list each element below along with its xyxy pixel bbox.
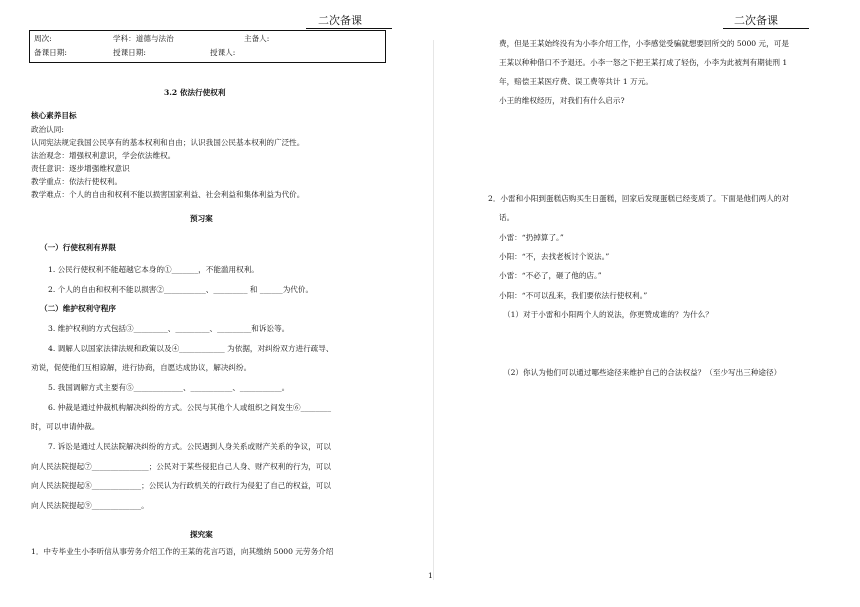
preview-heading: 预习案	[190, 214, 213, 223]
preparer-label: 主备人:	[244, 34, 270, 43]
case-2-line1: 2．小雷和小阳到蛋糕店购买生日蛋糕，回家后发现蛋糕已经变质了。下面是他们两人的对	[488, 194, 789, 203]
question-2: 2. 个人的自由和权利不能以损害②___________、_________ 和 ______为代价。	[48, 285, 314, 294]
header-left-label: 二次备课	[318, 14, 362, 27]
header-left-underline	[306, 28, 392, 29]
page-number: 1	[428, 571, 433, 580]
header-right-underline	[723, 28, 809, 29]
subject-label: 学科：道德与法治	[113, 34, 174, 43]
dialogue-line: 小雷：“不必了，砸了他的店。”	[499, 271, 602, 280]
question-7-line3: 向人民法院提起⑧_____________；公民认为行政机关的行政行为侵犯了自己的权益，可以	[31, 481, 331, 490]
dialogue-line: 小阳：“不，去找老板讨个说法。”	[499, 252, 610, 261]
explore-heading: 探究案	[190, 530, 213, 539]
core-line: 政治认同:	[31, 125, 64, 134]
case-1-line2: 费，但是王某始终没有为小李介绍工作，小李感觉受骗就想要回所交的 5000 元，可是	[499, 39, 789, 48]
case-1-line3: 王某以种种借口不予退还。小李一怒之下把王某打成了轻伤，小李为此被判有期徒刑 1	[499, 58, 788, 67]
core-line: 法治观念：增强权利意识，学会依法维权。	[31, 151, 176, 160]
core-line: 认同宪法规定我国公民享有的基本权利和自由；认识我国公民基本权利的广泛性。	[31, 138, 305, 147]
core-line: 责任意识：逐步增强维权意识	[31, 164, 130, 173]
question-7-line4: 向人民法院提起⑨_____________。	[31, 501, 149, 510]
core-line: 教学难点：个人的自由和权利不能以损害国家利益、社会利益和集体利益为代价。	[31, 190, 305, 199]
sub-question-2: （2）你认为他们可以通过哪些途径来维护自己的合法权益？（至少写出三种途径）	[503, 368, 782, 377]
question-3: 3. 维护权利的方式包括③_________、_________、_________和诉讼等。	[48, 324, 290, 333]
question-7-line2: 向人民法院提起⑦_______________；公民对于某些侵犯自己人身、财产权利的行为，可以	[31, 462, 331, 471]
week-label: 周次:	[34, 34, 52, 43]
lesson-title: 3.2 依法行使权利	[164, 88, 226, 97]
case-1-line4: 年，赔偿王某医疗费、误工费等共计 1 万元。	[499, 77, 653, 86]
core-line: 教学重点：依法行使权利。	[31, 177, 123, 186]
teach-date-label: 授课日期:	[113, 48, 146, 57]
core-heading: 核心素养目标	[31, 111, 77, 120]
question-7-line1: 7. 诉讼是通过人民法院解决纠纷的方式。公民遇到人身关系或财产关系的争议，可以	[48, 442, 332, 451]
question-4-line2: 劝说，促使他们互相谅解，进行协商，自愿达成协议，解决纠纷。	[31, 363, 252, 372]
section-heading: （一）行使权利有界限	[40, 243, 116, 252]
prep-date-label: 备课日期:	[34, 48, 67, 57]
question-5: 5. 我国调解方式主要有⑤_____________、___________、___________。	[48, 383, 290, 392]
header-right-label: 二次备课	[734, 14, 778, 27]
column-divider	[433, 40, 434, 580]
teacher-label: 授课人:	[210, 48, 236, 57]
case-1-line1: 1．中专毕业生小李听信从事劳务介绍工作的王某的花言巧语，向其缴纳 5000 元劳务介绍	[31, 547, 334, 556]
sub-question-1: （1）对于小雷和小阳两个人的说法，你更赞成谁的？为什么？	[503, 310, 713, 319]
case-1-question: 小王的维权经历，对我们有什么启示?	[499, 96, 625, 105]
question-6-line1: 6. 仲裁是通过仲裁机构解决纠纷的方式。公民与其他个人或组织之间发生⑥________	[48, 403, 332, 412]
lesson-info-box	[29, 30, 386, 63]
dialogue-line: 小雷：“扔掉算了。”	[499, 233, 564, 242]
case-2-line2: 话。	[499, 213, 515, 222]
dialogue-line: 小阳：“不可以乱来，我们要依法行使权利。”	[499, 291, 648, 300]
question-1: 1. 公民行使权利不能超越它本身的①_______，不能滥用权利。	[48, 265, 259, 274]
question-6-line2: 时，可以申请仲裁。	[31, 422, 100, 431]
section-heading: （二）维护权利守程序	[40, 304, 116, 313]
question-4-line1: 4. 调解人以国家法律法规和政策以及④____________ 为依据，对纠纷双方进行疏导、	[48, 344, 334, 353]
